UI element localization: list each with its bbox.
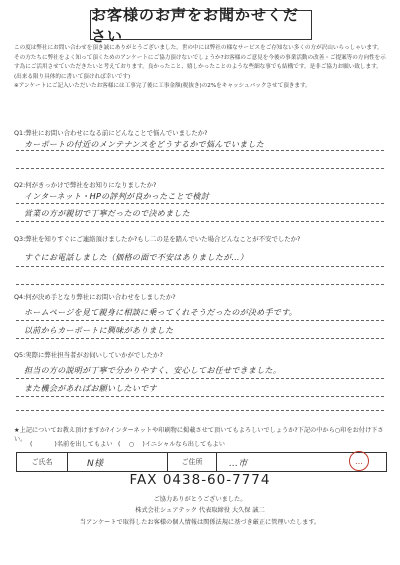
publish-question: ★上記についてお教え頂けますか?インターネットや印刷物に掲載させて頂いてもよろしいでしょうか?下記の中から○印をお付け下さい。 bbox=[14, 427, 384, 443]
seal-stamp: … bbox=[349, 451, 369, 471]
answer-line bbox=[16, 410, 384, 411]
thanks-text: ご協力ありがとうございました。 bbox=[153, 496, 247, 503]
question-3-label: Q3:弊社を知りすぐにご連絡頂けましたか?もし二の足を踏んでいた場合どんなことが不安でしたか? bbox=[14, 235, 301, 243]
question-3-answer: すぐにお電話しました（価格の面で不安はありましたが…） bbox=[24, 253, 249, 262]
fax-number: FAX 0438-60-7774 bbox=[129, 472, 271, 488]
intro-paragraph: この度は弊社にお問い合わせを頂き誠にありがとうございました。世の中には弊社の様なサービスをご存知ない多くの方が沢山いらっしゃいます。その方たちに弊社をよく知って頂くためのアンケートにご協力頂けないでしょうか?お客様のご意見を今後の事業活動の改善・ご提案等の方向性を示す為にご活用させていただきたいと考えております。良かったこと、嬉しかったことのような些細な事でも結構です。是非ご協力お願い致します。(出来る限り具体的に書いて頂ければ幸いです) bbox=[14, 45, 386, 80]
answer-line bbox=[16, 203, 384, 204]
answer-line bbox=[16, 221, 384, 222]
intro-text bbox=[14, 44, 386, 92]
option-mark: ○ bbox=[128, 441, 135, 448]
answer-line bbox=[16, 284, 384, 285]
question-4-label: Q4:何が決め手となり弊社にお問い合わせをしましたか? bbox=[14, 293, 176, 301]
name-label: ご氏名 bbox=[17, 453, 68, 471]
answer-line bbox=[16, 168, 384, 169]
option-label: )名前を出してもよい bbox=[54, 441, 113, 448]
name-value: N様 bbox=[87, 458, 104, 469]
option-name-ok[interactable]: ( )名前を出してもよい bbox=[30, 441, 113, 448]
customer-info-table bbox=[16, 452, 387, 472]
intro-note: ※アンケートにご記入いただいたお客様には工事完了後に工事金額(税抜き)の2%をキャッシュバックさせて頂きます。 bbox=[14, 83, 311, 90]
question-4-answer-2: 以前からカーポートに興味がありました bbox=[24, 326, 174, 335]
company-name: 株式会社シェアテック 代表取締役 大久保 誠二 bbox=[135, 507, 265, 514]
question-1-label: Q1:弊社にお問い合わせになる前にどんなことで悩んでいましたか? bbox=[14, 129, 208, 137]
address-label: ご住所 bbox=[167, 453, 217, 471]
question-5-label: Q5:実際に弊社担当者がお伺いしていかがでしたか? bbox=[14, 351, 163, 359]
option-label: )イニシャルなら出してもよい bbox=[142, 441, 225, 448]
answer-line bbox=[16, 396, 384, 397]
answer-line bbox=[16, 320, 384, 321]
answer-line bbox=[16, 378, 384, 379]
option-initial-ok[interactable]: ( ○ )イニシャルなら出してもよい bbox=[118, 441, 225, 448]
address-value: …市 bbox=[229, 458, 248, 469]
page-title: お客様のお声をお聞かせください bbox=[90, 10, 312, 40]
privacy-note: 当アンケートで取得したお客様の個人情報は関係法規に基づき厳正に管理いたします。 bbox=[79, 519, 321, 526]
question-1-answer: カーポートの付近のメンテナンスをどうするかで悩んでいました bbox=[24, 140, 265, 149]
answer-line bbox=[16, 150, 384, 151]
question-5-answer-2: また機会があればお願いしたいです bbox=[24, 384, 157, 393]
question-2-label: Q2:何がきっかけで弊社をお知りになりましたか? bbox=[14, 181, 157, 189]
answer-line bbox=[16, 338, 384, 339]
answer-line bbox=[16, 266, 384, 267]
question-2-answer-1: インターネット・HPの評判が良かったことで検討 bbox=[24, 192, 210, 201]
question-2-answer-2: 営業の方が親切で丁寧だったので決めました bbox=[24, 209, 190, 218]
question-5-answer-1: 担当の方の説明が丁寧で分かりやすく、安心してお任せできました。 bbox=[24, 366, 282, 375]
question-4-answer-1: ホームページを見て親身に相談に乗ってくれそうだったのが決め手です。 bbox=[24, 308, 298, 317]
